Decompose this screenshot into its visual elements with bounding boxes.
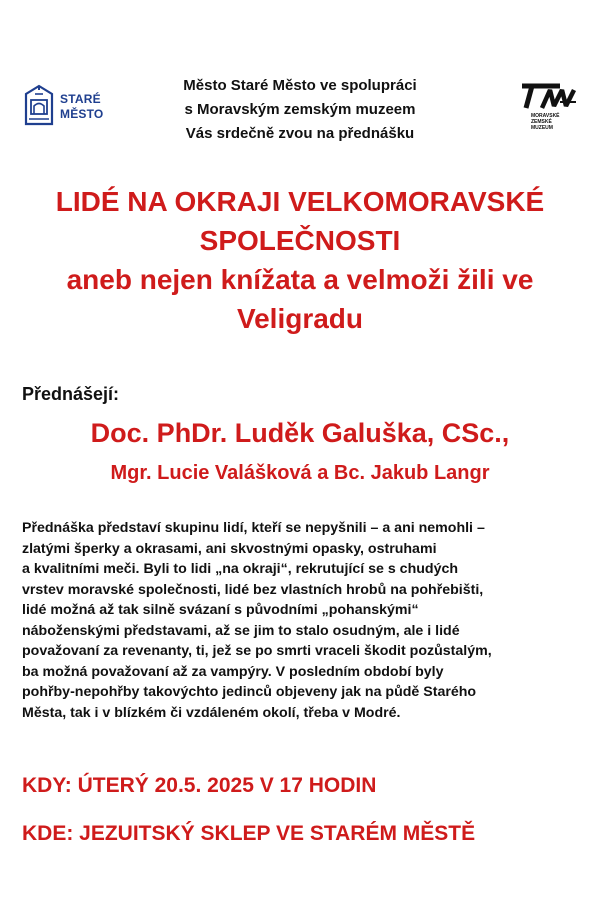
title-line: aneb nejen knížata a velmoži žili ve [66, 264, 534, 295]
logo-left-text-line1: STARÉ [60, 92, 101, 106]
intro-line: s Moravským zemským muzeem [184, 101, 416, 118]
presenter-main: Doc. PhDr. Luděk Galuška, CSc., [90, 418, 510, 448]
intro-line: Město Staré Město ve spolupráci [183, 77, 417, 94]
presenters-label: Přednášejí: [22, 384, 120, 404]
intro-block [0, 74, 600, 146]
event-where: KDE: JEZUITSKÝ SKLEP VE STARÉM MĚSTĚ [22, 822, 476, 845]
lecture-description: Přednáška představí skupinu lidí, kteří se nepyšnili – a ani nemohli – zlatými šperky a okrasami, ani skvostnými opasky, ostruhami a kvalitními meči. Byli to lidi „na okraji“, rekrutující se s chudých vrstev moravské společnosti, lidé bez vlastních hrobů na pohřebišti, lidé možná až tak silně svázaní s původními „pohanskými“ náboženskými představami, až se jim to stalo osudným, ale i lidé považovaní za revenanty, ti, jež se po smrti vraceli škodit pozůstalým, ba možná považovaní až za vampýry. V posledním období byly pohřby-nepohřby takovýchto jedinců objeveny jak na půdě Starého Města, tak i v blízkém či vzdáleném okolí, třeba v Modré. [22, 520, 492, 721]
title-line: LIDÉ NA OKRAJI VELKOMORAVSKÉ [55, 186, 545, 217]
lecture-title [10, 182, 590, 338]
title-line: Veligradu [236, 303, 364, 334]
logo-right-text-line3: MUZEUM [531, 125, 553, 131]
intro-line: Vás srdečně zvou na přednášku [185, 125, 415, 142]
logo-right-text-line2: ZEMSKÉ [531, 119, 552, 125]
logo-left-text-line2: MĚSTO [60, 107, 104, 121]
presenter-others: Mgr. Lucie Valášková a Bc. Jakub Langr [110, 462, 490, 484]
event-when: KDY: ÚTERÝ 20.5. 2025 V 17 HODIN [22, 774, 377, 797]
logo-right-text-line1: MORAVSKÉ [531, 113, 560, 119]
title-line: SPOLEČNOSTI [199, 225, 401, 256]
